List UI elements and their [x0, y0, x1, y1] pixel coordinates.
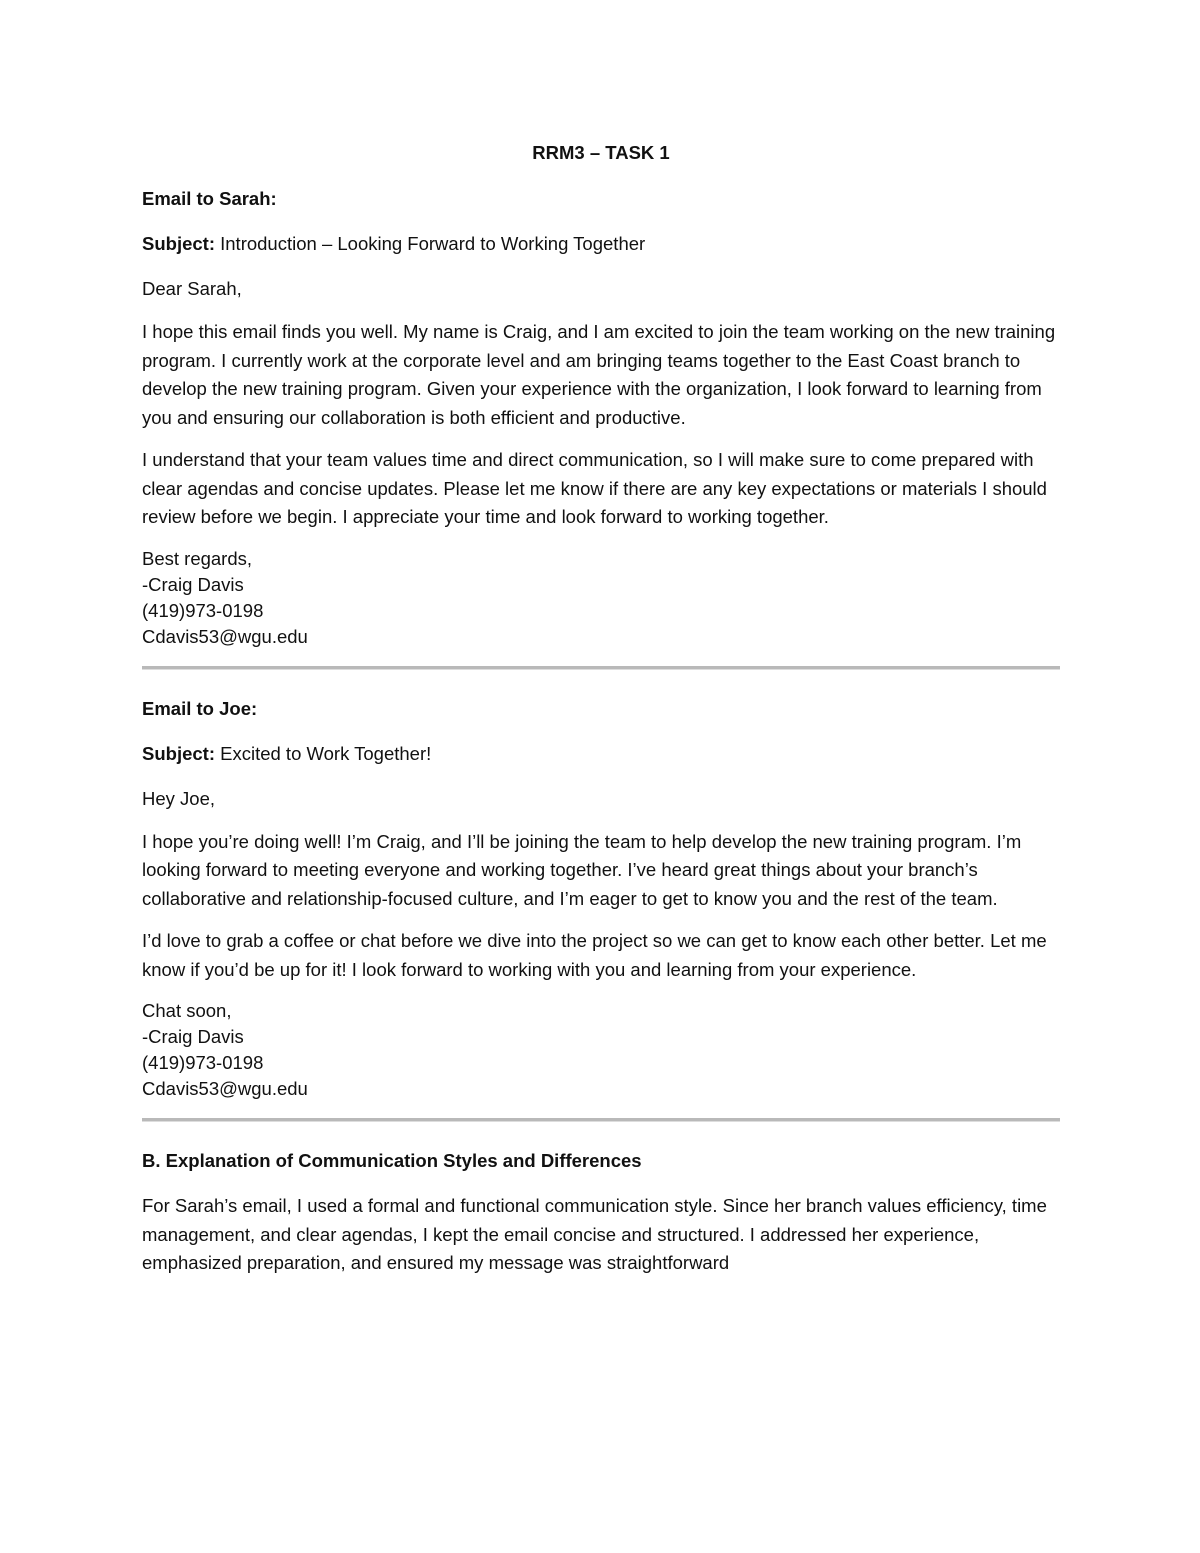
email-paragraph: I’d love to grab a coffee or chat before we dive into the project so we can get to know each other better. Let me know if you’d be up for it! I look forward to working with you and learning from your experience. — [142, 930, 1047, 980]
email-greeting: Hey Joe, — [142, 787, 216, 809]
document-title: RRM3 – TASK 1 — [532, 142, 670, 163]
email-subject — [142, 739, 1060, 769]
signature-name: -Craig Davis — [142, 1026, 244, 1047]
signature-name: -Craig Davis — [142, 573, 244, 595]
email-paragraph: I understand that your team values time and direct communication, so I will make sure to come prepared with clear agendas and concise updates. Please let me know if there are any key expectations or materials I should review before we begin. I appreciate your time and look forward to working together. — [142, 449, 1047, 527]
email-subject — [142, 229, 1060, 259]
signature-email: Cdavis53@wgu.edu — [142, 625, 308, 647]
subject-text: Excited to Work Together! — [214, 742, 432, 764]
section-heading: B. Explanation of Communication Styles and Differences — [142, 1150, 642, 1171]
email-heading: Email to Joe: — [142, 697, 258, 719]
horizontal-divider — [142, 666, 1060, 670]
email-section-joe — [142, 694, 1060, 1103]
email-section-sarah — [142, 184, 1060, 650]
email-greeting: Dear Sarah, — [142, 278, 242, 299]
email-signature — [142, 546, 1060, 650]
email-paragraph: I hope you’re doing well! I’m Craig, and I’ll be joining the team to help develop the new training program. I’m looking forward to meeting everyone and working together. I’ve heard great things about your branch’s collaborative and relationship-focused culture, and I’m eager to get to know you and the rest of the team. — [142, 830, 1022, 909]
signature-closing: Chat soon, — [142, 1000, 232, 1021]
email-heading: Email to Sarah: — [142, 188, 277, 209]
section-paragraph: For Sarah’s email, I used a formal and functional communication style. Since her branch values efficiency, time management, and clear agendas, I kept the email concise and structured. I addressed her experience, emphasized preparation, and ensured my message was straightforward — [142, 1195, 1047, 1273]
subject-label: Subject: — [142, 742, 215, 764]
subject-label: Subject: — [142, 233, 215, 254]
signature-phone: (419)973-0198 — [142, 599, 264, 621]
email-paragraph: I hope this email finds you well. My name is Craig, and I am excited to join the team working on the new training program. I currently work at the corporate level and am bringing teams together to the East Coast branch to develop the new training program. Given your experience with the organization, I look forward to learning from you and ensuring our collaboration is both efficient and productive. — [142, 321, 1056, 428]
signature-closing: Best regards, — [142, 547, 253, 569]
signature-email: Cdavis53@wgu.edu — [142, 1078, 308, 1099]
section-b — [142, 1146, 1060, 1278]
email-signature — [142, 998, 1060, 1102]
signature-phone: (419)973-0198 — [142, 1052, 264, 1073]
horizontal-divider — [142, 1118, 1060, 1122]
document-page — [142, 138, 1060, 1292]
subject-text: Introduction – Looking Forward to Working Together — [214, 233, 646, 254]
